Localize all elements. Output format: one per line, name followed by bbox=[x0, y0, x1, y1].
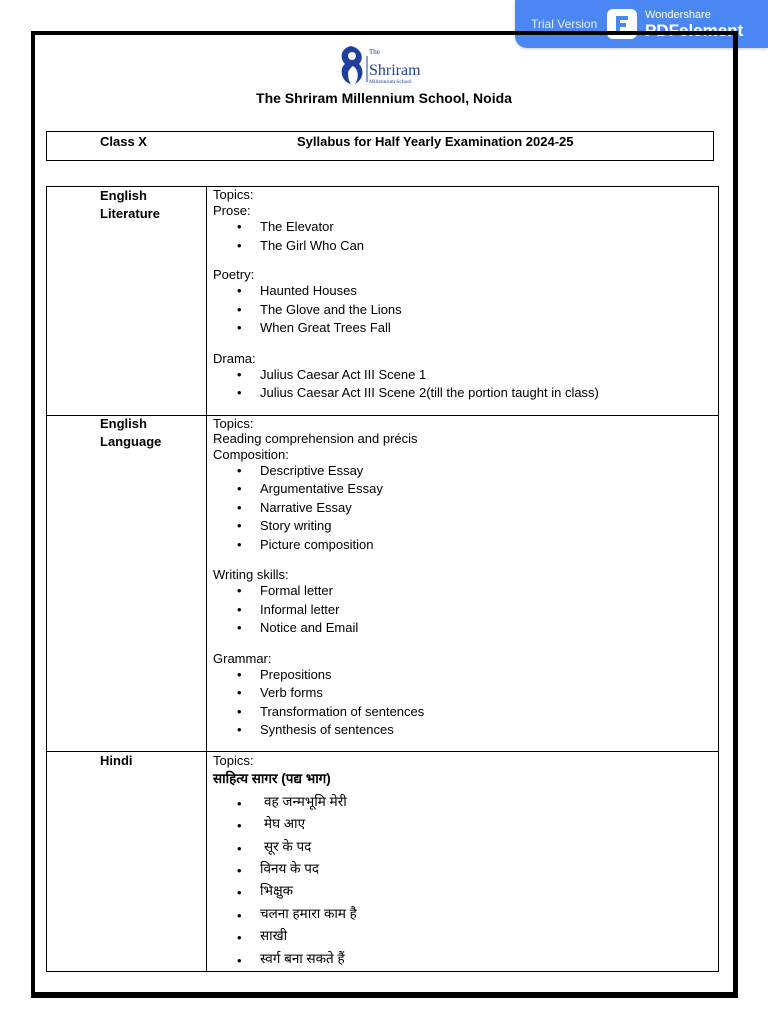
list-item: The Elevator bbox=[260, 219, 334, 234]
list-item: Story writing bbox=[260, 518, 332, 533]
topics-label: Topics: bbox=[213, 753, 254, 768]
list-item: Transformation of sentences bbox=[260, 704, 425, 719]
topics-label: Topics: bbox=[213, 416, 254, 431]
bullet-icon: • bbox=[237, 953, 242, 968]
list-item: Formal letter bbox=[260, 583, 333, 598]
list-item: Julius Caesar Act III Scene 2(till the portion taught in class) bbox=[260, 385, 599, 400]
list-item: Informal letter bbox=[260, 602, 340, 617]
bullet-icon: • bbox=[237, 841, 242, 856]
list-item: स्वर्ग बना सकते हैं bbox=[260, 951, 345, 966]
bullet-icon: • bbox=[237, 219, 242, 234]
list-item: Synthesis of sentences bbox=[260, 722, 394, 737]
list-item: The Glove and the Lions bbox=[260, 302, 402, 317]
bullet-icon: • bbox=[237, 704, 242, 719]
reading-topic: Reading comprehension and précis bbox=[213, 431, 418, 446]
list-item: Notice and Email bbox=[260, 620, 359, 635]
bullet-icon: • bbox=[237, 667, 242, 682]
school-logo bbox=[337, 42, 421, 88]
bullet-icon: • bbox=[237, 385, 242, 400]
bullet-icon: • bbox=[237, 320, 242, 335]
brand-product-label: PDFelement bbox=[645, 21, 744, 40]
list-item: Picture composition bbox=[260, 537, 374, 552]
section-heading: Drama: bbox=[213, 351, 256, 366]
brand-company-label: Wondershare bbox=[645, 9, 711, 21]
bullet-icon: • bbox=[237, 500, 242, 515]
list-item: Julius Caesar Act III Scene 1 bbox=[260, 367, 427, 382]
list-item: साखी bbox=[260, 928, 288, 943]
list-item: Argumentative Essay bbox=[260, 481, 383, 496]
list-item: Descriptive Essay bbox=[260, 463, 364, 478]
topics-label: Topics: bbox=[213, 187, 254, 202]
bullet-icon: • bbox=[237, 908, 242, 923]
list-item: सूर के पद bbox=[264, 839, 312, 854]
section-heading: Grammar: bbox=[213, 651, 272, 666]
bullet-icon: • bbox=[237, 796, 242, 811]
bullet-icon: • bbox=[237, 930, 242, 945]
logo-text-top: The bbox=[369, 48, 380, 56]
bullet-icon: • bbox=[237, 722, 242, 737]
bullet-icon: • bbox=[237, 302, 242, 317]
bullet-icon: • bbox=[237, 885, 242, 900]
column-divider bbox=[206, 187, 207, 971]
class-header-box bbox=[46, 131, 714, 161]
section-heading: Prose: bbox=[213, 203, 251, 218]
bullet-icon: • bbox=[237, 367, 242, 382]
section-heading: Poetry: bbox=[213, 267, 255, 282]
bullet-icon: • bbox=[237, 602, 242, 617]
logo-text-sub: Millennium School bbox=[369, 79, 412, 85]
list-item: मेघ आए bbox=[264, 816, 306, 831]
class-label: Class X bbox=[100, 134, 147, 149]
bullet-icon: • bbox=[237, 518, 242, 533]
syllabus-table bbox=[46, 186, 719, 972]
list-item: वह जन्मभूमि मेरी bbox=[264, 794, 347, 809]
bullet-icon: • bbox=[237, 537, 242, 552]
section-heading: Composition: bbox=[213, 447, 289, 462]
bullet-icon: • bbox=[237, 620, 242, 635]
hindi-section-heading: साहित्य सागर (पद्य भाग) bbox=[213, 771, 331, 786]
list-item: विनय के पद bbox=[260, 861, 320, 876]
list-item: The Girl Who Can bbox=[260, 238, 365, 253]
bullet-icon: • bbox=[237, 685, 242, 700]
subject-hindi: Hindi bbox=[100, 753, 133, 768]
school-name: The Shriram Millennium School, Noida bbox=[256, 90, 512, 106]
list-item: When Great Trees Fall bbox=[260, 320, 391, 335]
list-item: भिक्षुक bbox=[260, 883, 294, 898]
bullet-icon: • bbox=[237, 238, 242, 253]
list-item: Narrative Essay bbox=[260, 500, 352, 515]
subject-english-language: English Language bbox=[100, 416, 162, 449]
bullet-icon: • bbox=[237, 583, 242, 598]
bullet-icon: • bbox=[237, 863, 242, 878]
logo-text-main: Shriram bbox=[369, 62, 421, 79]
syllabus-title: Syllabus for Half Yearly Examination 2024-25 bbox=[297, 134, 574, 149]
section-heading: Writing skills: bbox=[213, 567, 289, 582]
bullet-icon: • bbox=[237, 818, 242, 833]
trial-version-label: Trial Version bbox=[531, 17, 598, 31]
subject-english-literature: English Literature bbox=[100, 188, 160, 221]
list-item: Prepositions bbox=[260, 667, 332, 682]
list-item: चलना हमारा काम है bbox=[260, 906, 357, 921]
list-item: Verb forms bbox=[260, 685, 323, 700]
bullet-icon: • bbox=[237, 463, 242, 478]
bullet-icon: • bbox=[237, 481, 242, 496]
bullet-icon: • bbox=[237, 283, 242, 298]
list-item: Haunted Houses bbox=[260, 283, 357, 298]
